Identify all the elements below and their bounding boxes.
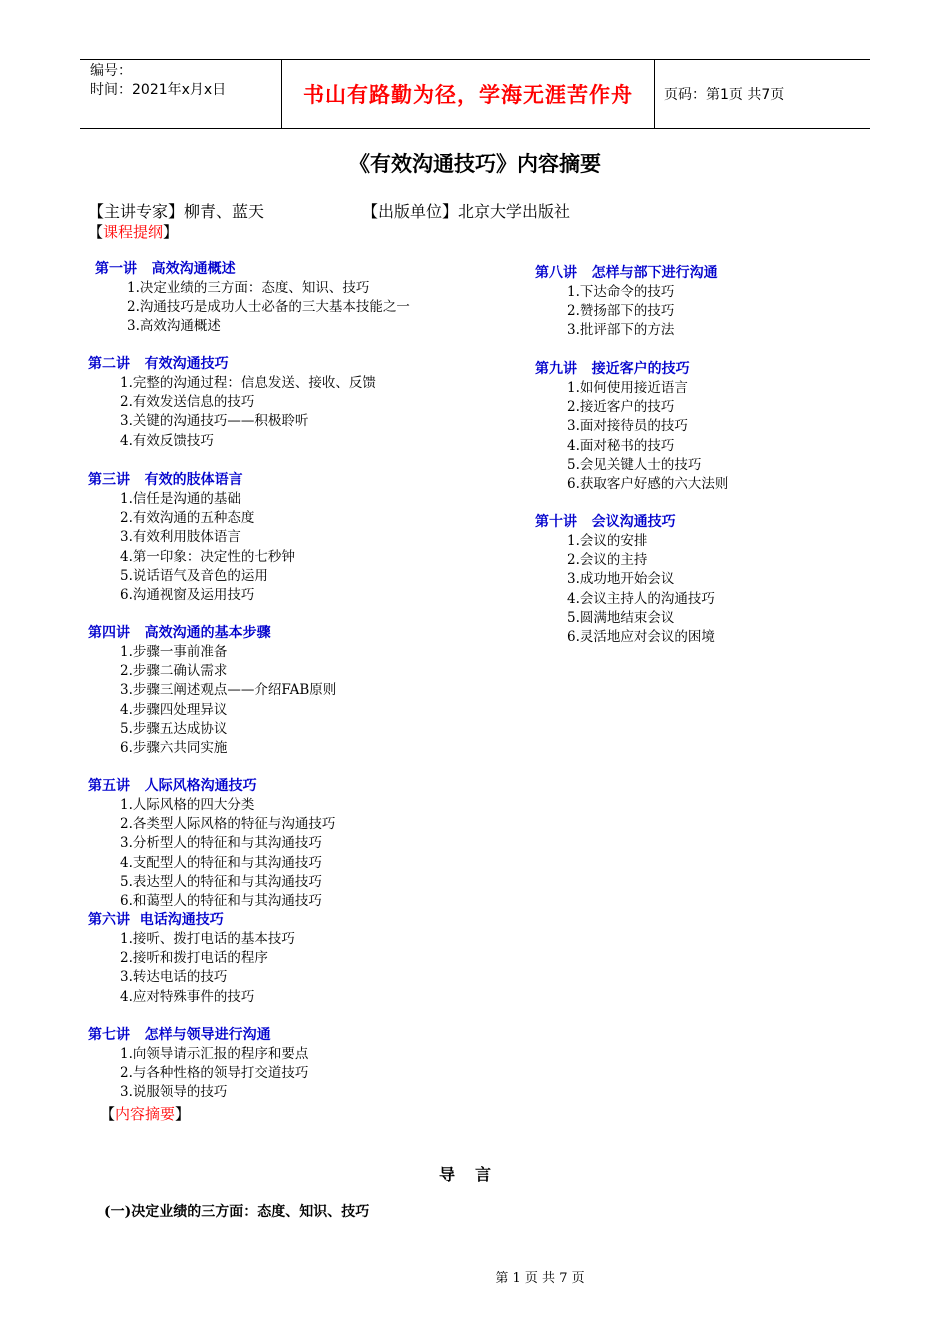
lecture-item: 4.第一印象：决定性的七秒钟: [120, 548, 295, 565]
lecture-item: 2.会议的主持: [567, 552, 648, 569]
lecture-item: 3.面对接待员的技巧: [567, 418, 688, 435]
document-title: 《有效沟通技巧》内容摘要: [349, 152, 601, 176]
lecture-item: 6.步骤六共同实施: [120, 739, 228, 756]
lecture-item: 3.步骤三阐述观点——介绍FAB原则: [120, 682, 337, 699]
lecture-item: 4.会议主持人的沟通技巧: [567, 590, 715, 607]
lecture-title: 第二讲 有效沟通技巧: [88, 356, 229, 372]
lecture-item: 3.有效利用肢体语言: [120, 529, 241, 546]
lecture-section: [535, 360, 728, 494]
lecture-section: [88, 777, 335, 911]
lecture-item: 1.向领导请示汇报的程序和要点: [120, 1046, 309, 1062]
lecture-item: 2.接听和拨打电话的程序: [120, 950, 268, 967]
lecture-item: 3.关键的沟通技巧——积极聆听: [120, 413, 309, 430]
bracket-close: 】: [163, 223, 179, 241]
lecture-title: 第四讲 高效沟通的基本步骤: [88, 625, 271, 641]
lecture-item: 4.面对秘书的技巧: [567, 437, 675, 454]
page-info: 页码：第1页 共7页: [664, 87, 785, 103]
code-label: 编号：: [90, 63, 132, 79]
lecture-item: 2.沟通技巧是成功人士必备的三大基本技能之一: [127, 299, 410, 316]
lecture-item: 4.有效反馈技巧: [120, 432, 214, 449]
lecture-item: 1.接听、拨打电话的基本技巧: [120, 931, 295, 947]
outline-label: [88, 221, 178, 242]
lecture-item: 1.人际风格的四大分类: [120, 797, 255, 813]
lecture-section: [535, 513, 715, 647]
lecture-item: 3.说服领导的技巧: [120, 1084, 228, 1101]
lecture-item: 3.批评部下的方法: [567, 322, 675, 339]
lecture-item: 5.说话语气及音色的运用: [120, 567, 268, 584]
lecture-item: 5.会见关键人士的技巧: [567, 456, 702, 473]
summary-label-text: 内容摘要: [115, 1105, 176, 1123]
outline-label-text: 课程提纲: [103, 223, 164, 241]
lecture-item: 2.接近客户的技巧: [567, 399, 675, 416]
lecture-item: 4.应对特殊事件的技巧: [120, 988, 255, 1005]
lecture-title: 第十讲 会议沟通技巧: [535, 514, 676, 530]
lecture-title: 第一讲 高效沟通概述: [95, 261, 236, 277]
lecture-item: 1.信任是沟通的基础: [120, 491, 241, 507]
expert-line: 【主讲专家】柳青、蓝天: [88, 202, 265, 221]
lecture-item: 3.转达电话的技巧: [120, 969, 228, 986]
lecture-section: [535, 264, 718, 341]
intro-subheading: (一)决定业绩的三方面：态度、知识、技巧: [104, 1204, 370, 1220]
lecture-section: [88, 355, 376, 451]
lecture-item: 6.沟通视窗及运用技巧: [120, 586, 255, 603]
lecture-item: 2.有效发送信息的技巧: [120, 394, 255, 411]
lecture-item: 1.下达命令的技巧: [567, 284, 675, 300]
lecture-item: 1.如何使用接近语言: [567, 380, 688, 396]
page-header: [80, 59, 870, 129]
lecture-title: 第八讲 怎样与部下进行沟通: [535, 265, 718, 281]
lecture-item: 6.和蔼型人的特征和与其沟通技巧: [120, 892, 322, 909]
lecture-item: 5.表达型人的特征和与其沟通技巧: [120, 873, 322, 890]
motto: 书山有路勤为径，学海无涯苦作舟: [281, 60, 655, 128]
intro-heading: 导言: [438, 1165, 511, 1184]
lecture-item: 2.有效沟通的五种态度: [120, 510, 255, 527]
page-footer: 第 1 页 共 7 页: [495, 1271, 585, 1286]
lecture-item: 3.高效沟通概述: [127, 318, 221, 335]
lecture-title: 第五讲 人际风格沟通技巧: [88, 778, 257, 794]
lecture-item: 4.支配型人的特征和与其沟通技巧: [120, 854, 322, 871]
lecture-section: [88, 1026, 308, 1103]
lecture-item: 6.灵活地应对会议的困境: [567, 628, 715, 645]
lecture-title: 第六讲 电话沟通技巧: [88, 912, 224, 928]
lecture-section: [95, 260, 410, 337]
lecture-item: 1.完整的沟通过程：信息发送、接收、反馈: [120, 375, 376, 391]
summary-label: [100, 1103, 190, 1124]
lecture-item: 4.步骤四处理异议: [120, 701, 228, 718]
lecture-item: 1.会议的安排: [567, 533, 648, 549]
lecture-item: 1.步骤一事前准备: [120, 644, 228, 660]
date-line: 时间：2021年x月x日: [90, 82, 227, 98]
lecture-section: [88, 911, 295, 1007]
lecture-section: [88, 624, 336, 758]
lecture-item: 2.赞扬部下的技巧: [567, 303, 675, 320]
header-left: [90, 62, 226, 100]
lecture-title: 第七讲 怎样与领导进行沟通: [88, 1027, 271, 1043]
lecture-item: 3.成功地开始会议: [567, 571, 675, 588]
bracket-close: 】: [175, 1105, 191, 1123]
lecture-item: 5.步骤五达成协议: [120, 720, 228, 737]
lecture-item: 5.圆满地结束会议: [567, 609, 675, 626]
lecture-section: [88, 471, 295, 605]
bracket-open: 【: [88, 223, 104, 241]
publisher-line: 【出版单位】北京大学出版社: [362, 202, 571, 221]
lecture-item: 1.决定业绩的三方面：态度、知识、技巧: [127, 280, 370, 296]
lecture-item: 6.获取客户好感的六大法则: [567, 475, 729, 492]
lecture-item: 2.步骤二确认需求: [120, 663, 228, 680]
lecture-item: 2.与各种性格的领导打交道技巧: [120, 1065, 309, 1082]
lecture-item: 3.分析型人的特征和与其沟通技巧: [120, 835, 322, 852]
lecture-title: 第九讲 接近客户的技巧: [535, 361, 690, 377]
bracket-open: 【: [100, 1105, 116, 1123]
lecture-item: 2.各类型人际风格的特征与沟通技巧: [120, 816, 336, 833]
lecture-title: 第三讲 有效的肢体语言: [88, 472, 243, 488]
